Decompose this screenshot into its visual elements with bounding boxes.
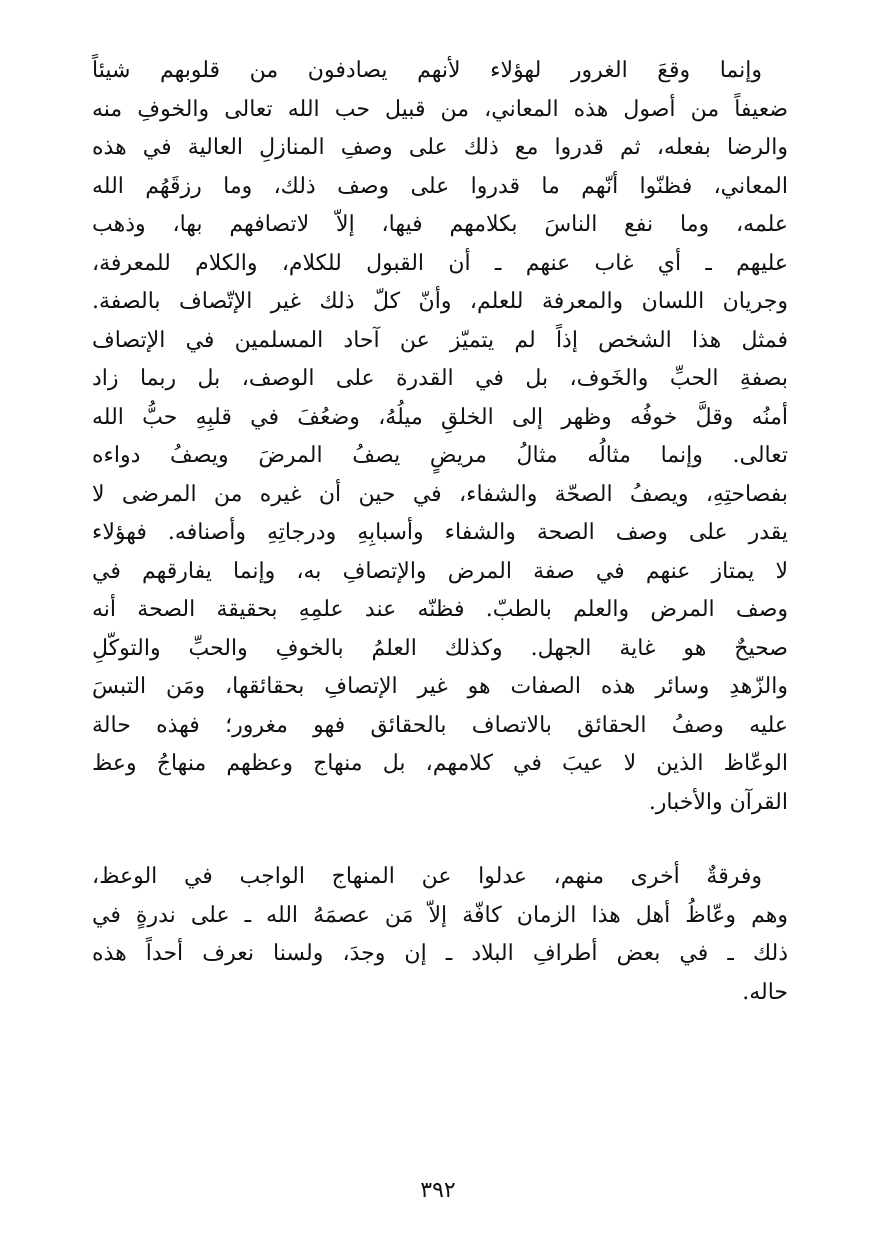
text-line: صحيحٌ هو غاية الجهل. وكذلك العلمُ بالخوفِ والحبِّ والتوكّلِ: [92, 635, 788, 661]
text-line: حاله.: [742, 979, 788, 1005]
text-line: المعاني، فظنّوا أنّهم ما قدروا على وصف ذلك، وما رزقَهُم الله: [92, 173, 788, 199]
text-line: وهم وعّاظُ أهل هذا الزمان كافّة إلاّ مَن عصمَهُ الله ـ على ندرةٍ في: [92, 902, 788, 928]
text-line: وصف المرض والعلم بالطبّ. فظنّه عند علمِهِ بحقيقة الصحة أنه: [92, 597, 788, 622]
text-line: فمثل هذا الشخص إذاً لم يتميّز عن آحاد المسلمين في الإتصاف: [92, 327, 788, 353]
text-line: بفصاحتِهِ، ويصفُ الصحّة والشفاء، في حين أن غيره من المرضى لا: [92, 481, 788, 507]
text-line: وإنما وقعَ الغرور لهؤلاء لأنهم يصادفون من قلوبهم شيئاً: [92, 58, 762, 83]
text-line: ذلك ـ في بعض أطرافِ البلاد ـ إن وجدَ، ولسنا نعرف أحداً هذه: [92, 941, 788, 966]
text-line: بصفةِ الحبِّ والخَوف، بل في القدرة على الوصف، بل ربما زاد: [92, 366, 788, 391]
text-line: عليهم ـ أي غاب عنهم ـ أن القبول للكلام، والكلام للمعرفة،: [92, 250, 788, 276]
text-line: القرآن والأخبار.: [648, 789, 788, 815]
text-line: وفرقةٌ أخرى منهم، عدلوا عن المنهاج الواجب في الوعظ،: [92, 864, 762, 889]
text-line: يقدر على وصف الصحة والشفاء وأسبابِهِ ودرجاتِهِ وأصنافه. فهؤلاء: [92, 520, 788, 545]
text-line: والزّهدِ وسائر هذه الصفات هو غير الإتصافِ بحقائقها، ومَن التبسَ: [92, 674, 788, 699]
text-line: وجريان اللسان والمعرفة للعلم، وأنّ كلّ ذلك غير الإتّصاف بالصفة.: [92, 289, 788, 314]
text-line: ضعيفاً من أصول هذه المعاني، من قبيل حب الله تعالى والخوفِ منه: [92, 96, 788, 122]
text-line: والرضا بفعله، ثم قدروا مع ذلك على وصفِ المنازلِ العالية في هذه: [92, 135, 788, 160]
page-number: ٣٩٢: [420, 1178, 456, 1203]
text-line: تعالى. وإنما مثالُه مثالُ مريضٍ يصفُ المرضَ ويصفُ دواءه: [92, 443, 788, 468]
page-body: [92, 52, 788, 1012]
text-line: أمنُه وقلَّ خوفُه وظهر إلى الخلقِ ميلُهُ، وضعُفَ في قلبِهِ حبُّ الله: [92, 404, 788, 430]
text-line: عليه وصفُ الحقائق بالاتصاف بالحقائق فهو مغرور؛ فهذه حالة: [92, 712, 788, 738]
paragraph-1: [92, 52, 788, 822]
text-line: لا يمتاز عنهم في صفة المرض والإتصافِ به، وإنما يفارقهم في: [92, 558, 788, 584]
paragraph-spacer: [92, 822, 788, 858]
paragraph-2: [92, 858, 788, 1012]
text-line: علمه، وما نفع الناسَ بكلامهم فيها، إلاّ لاتصافهم بها، وذهب: [92, 212, 788, 237]
text-line: الوعّاظ الذين لا عيبَ في كلامهم، بل منهاج وعظهم منهاجُ وعظ: [92, 751, 788, 776]
